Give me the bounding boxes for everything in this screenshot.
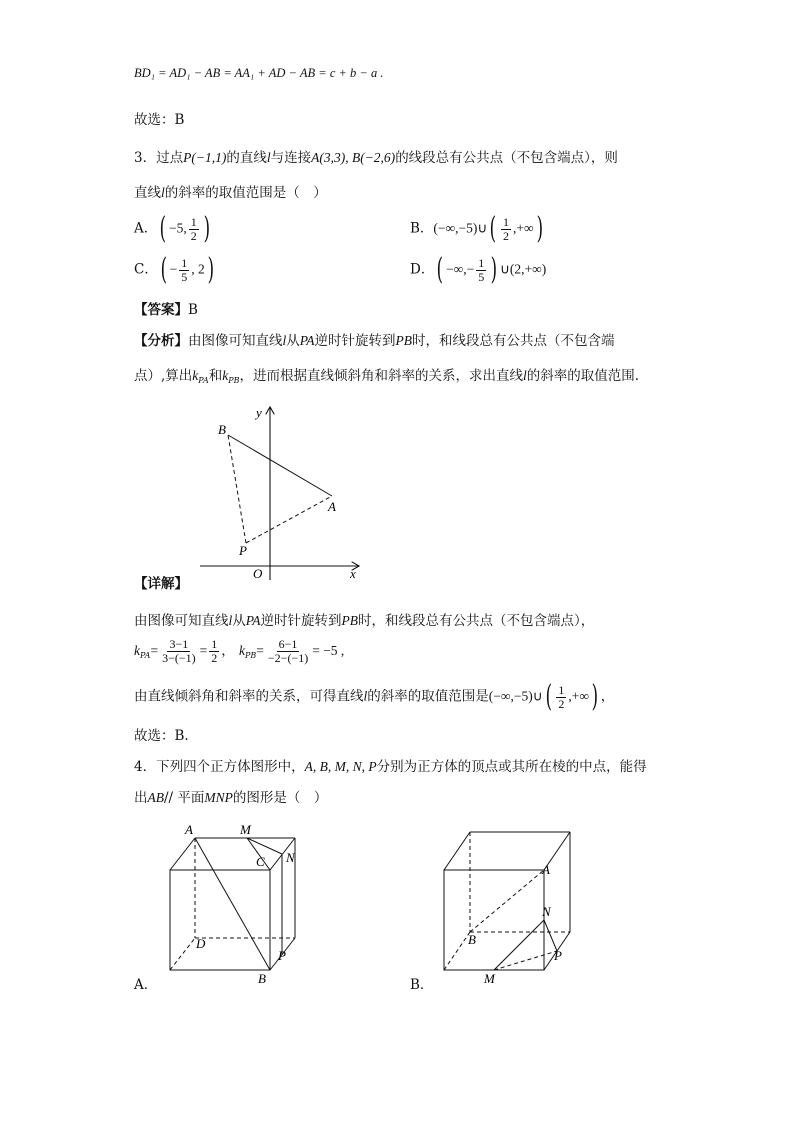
analysis-line2: 点）,算出$k_{PA}$和$k_{PB}$，进而根据直线倾斜角和斜率的关系，求出直线l的斜率的取值范围.: [134, 368, 640, 385]
segment-pb: [228, 435, 246, 543]
svg-text:A: A: [542, 862, 550, 877]
svg-text:C: C: [256, 854, 265, 869]
cube-figure-a: [160, 820, 310, 990]
svg-text:B: B: [468, 932, 476, 947]
svg-text:P: P: [554, 948, 562, 963]
option-b[interactable]: B．(−∞,−5)∪( $\frac{1}{2}$ ,+∞): [410, 211, 543, 246]
analysis-label: 【分析】: [134, 333, 188, 349]
q3-stem-line2: 直线l的斜率的取值范围是（ ）: [134, 185, 327, 201]
label-y: y: [256, 405, 262, 420]
segment-ba: [228, 435, 332, 496]
cube-figure-b: [430, 820, 580, 990]
points-ab: A(3,3), B(−2,6): [311, 150, 396, 165]
svg-text:N: N: [286, 850, 295, 865]
option-d[interactable]: D．( −∞,− $\frac{1}{5}$ ) ∪(2,+∞): [410, 252, 547, 287]
svg-text:P: P: [278, 948, 286, 963]
label-x: x: [350, 566, 356, 581]
detail-label: 【详解】: [134, 576, 188, 592]
answer-label: 【答案】: [134, 302, 188, 318]
svg-text:A: A: [185, 822, 193, 837]
svg-text:N: N: [542, 904, 551, 919]
svg-text:M: M: [484, 971, 495, 986]
q3-stem-line1: 3．过点P(−1,1)的直线l与连接A(3,3), B(−2,6)的线段总有公共点（不包含端点），则: [134, 150, 618, 166]
analysis-line1: 【分析】由图像可知直线l从PA逆时针旋转到PB时，和线段总有公共点（不包含端: [134, 333, 615, 349]
svg-text:D: D: [196, 936, 206, 951]
vector-equation: BD₁ = AD₁ − AB = AA₁ + AD − AB = c + b − a .: [134, 66, 384, 80]
label-a: A: [328, 499, 336, 514]
q4-stem-line1: 4．下列四个正方体图形中，A, B, M, N, P分别为正方体的顶点或其所在棱的中点，能得: [134, 759, 647, 775]
cube-b-ab: [470, 870, 544, 932]
segment-pa: [246, 496, 332, 543]
answer-line: 【答案】B: [134, 302, 198, 318]
detail-line1: 由图像可知直线l从PA逆时针旋转到PB时，和线段总有公共点（不包含端点），: [134, 613, 595, 629]
previous-answer-line: 故选：B: [134, 112, 185, 128]
detail-slopes: $k_{PA}=$ $\frac{3-1}{3-(-1)}$ = $\frac{1}{2}$ ， $k_{PB}=$ $\frac{6-1}{-2-(-1)}$ = −5 ,: [134, 637, 345, 665]
final-answer: 故选：B.: [134, 728, 189, 744]
label-o: O: [253, 566, 263, 581]
point-p: P(−1,1): [183, 150, 227, 165]
option-a[interactable]: A．( −5, $\frac{1}{2}$ ): [134, 211, 210, 246]
svg-text:B: B: [258, 971, 266, 986]
label-p: P: [239, 543, 247, 558]
detail-line3: 由直线倾斜角和斜率的关系，可得直线l的斜率的取值范围是(−∞,−5)∪( $\frac{1}{2}$ ,+∞) ，: [134, 679, 615, 714]
svg-text:M: M: [240, 822, 251, 837]
fig-a-label[interactable]: A．: [134, 977, 158, 993]
option-c[interactable]: C．( − $\frac{1}{5}$ , 2): [134, 252, 214, 287]
q4-stem-line2: 出AB// 平面MNP的图形是（ ）: [134, 790, 328, 806]
fig-b-label[interactable]: B．: [410, 977, 434, 993]
label-b: B: [218, 422, 226, 437]
coordinate-graph: [190, 400, 370, 585]
